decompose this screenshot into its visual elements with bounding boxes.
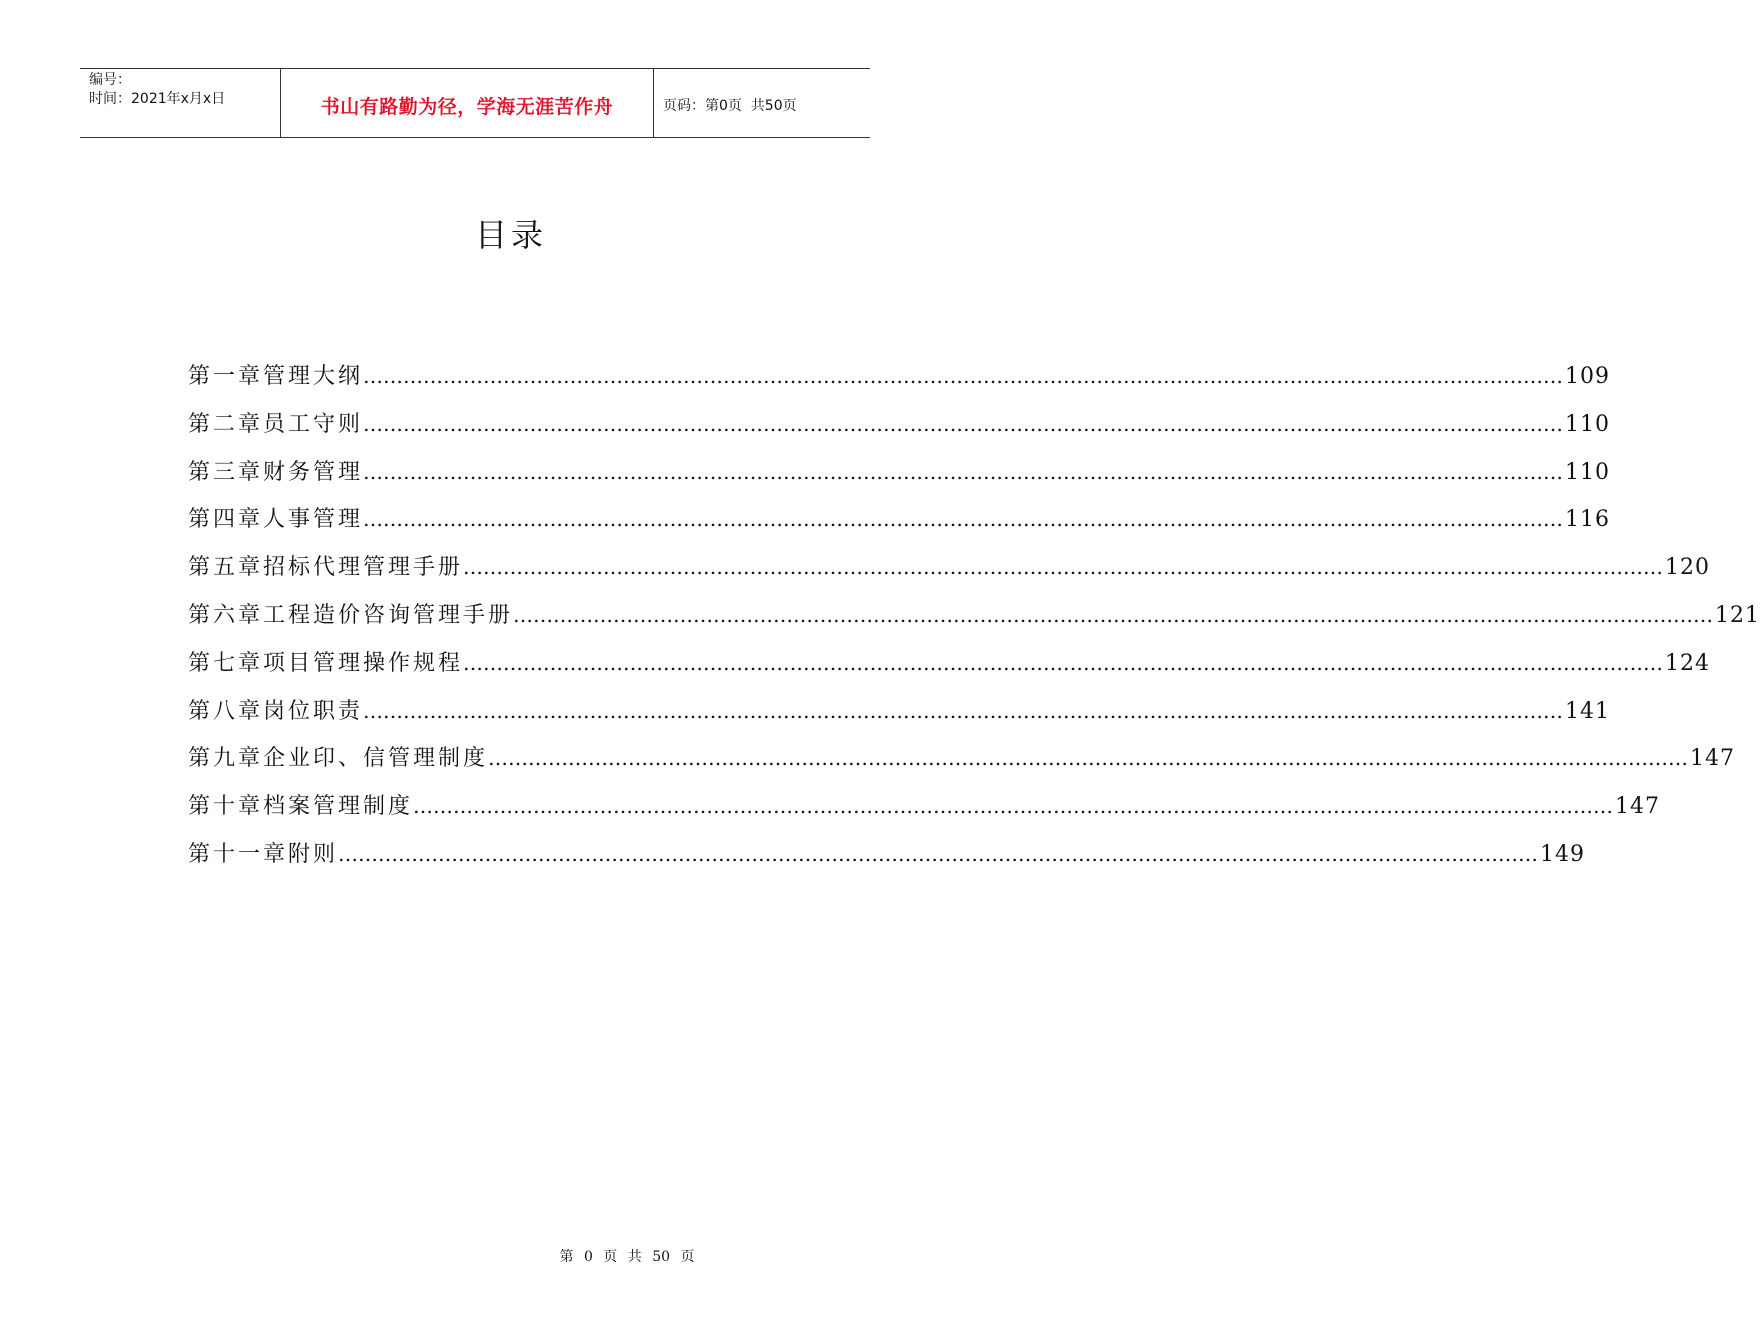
toc-entry[interactable]: [188, 789, 1661, 837]
page-title: 目录: [474, 216, 547, 254]
toc-dot-leader: ………………………………………………………………………………………………………………………………………………………………: [463, 555, 1664, 580]
toc-entry-label: 第六章工程造价咨询管理手册: [188, 602, 514, 628]
toc-entry-label: 第二章员工守则: [188, 411, 364, 437]
document-header: [80, 68, 870, 138]
toc-entry-label: 第十章档案管理制度: [188, 794, 414, 820]
toc-entry-page: 147: [1615, 794, 1661, 820]
toc-dot-leader: ………………………………………………………………………………………………………………………………………………………………: [338, 841, 1539, 866]
toc-dot-leader: ………………………………………………………………………………………………………………………………………………………………: [363, 411, 1564, 436]
toc-entry-page: 149: [1540, 841, 1586, 867]
header-motto-cell: [281, 69, 654, 137]
toc-entry-label: 第四章人事管理: [188, 507, 364, 533]
toc-entry-label: 第八章岗位职责: [188, 698, 364, 724]
toc-entry[interactable]: [188, 550, 1711, 598]
toc-entry[interactable]: [188, 407, 1611, 455]
toc-entry[interactable]: [188, 598, 1760, 646]
toc-entry[interactable]: [188, 455, 1611, 503]
toc-dot-leader: ………………………………………………………………………………………………………………………………………………………………: [363, 507, 1564, 532]
toc-entry-page: 147: [1690, 746, 1736, 772]
toc-dot-leader: ………………………………………………………………………………………………………………………………………………………………: [363, 364, 1564, 388]
toc-entry-page: 124: [1665, 650, 1711, 676]
toc-entry-page: 109: [1565, 364, 1611, 389]
toc-dot-leader: ………………………………………………………………………………………………………………………………………………………………: [413, 794, 1614, 819]
toc-entry-label: 第一章管理大纲: [188, 364, 364, 389]
toc-entry[interactable]: [188, 646, 1711, 694]
toc-entry-label: 第九章企业印、信管理制度: [188, 746, 489, 772]
toc-entry[interactable]: [188, 694, 1611, 742]
toc-entry-label: 第五章招标代理管理手册: [188, 555, 464, 581]
document-number-label: 编号：: [89, 72, 131, 88]
document-time-label: 时间：2021年x月x日: [89, 91, 226, 107]
toc-entry-label: 第十一章附则: [188, 841, 339, 867]
toc-entry[interactable]: [188, 741, 1736, 789]
toc-dot-leader: ………………………………………………………………………………………………………………………………………………………………: [513, 602, 1714, 627]
toc-entry-page: 116: [1565, 507, 1611, 533]
header-motto: 书山有路勤为径，学海无涯苦作舟: [320, 95, 614, 118]
toc-dot-leader: ………………………………………………………………………………………………………………………………………………………………: [363, 459, 1564, 484]
header-page-label: 页码：第0页 共50页: [663, 98, 797, 114]
toc-entry-label: 第七章项目管理操作规程: [188, 650, 464, 676]
table-of-contents: [188, 359, 1760, 885]
toc-entry[interactable]: [188, 837, 1586, 885]
toc-entry-page: 110: [1565, 411, 1611, 437]
toc-entry-page: 120: [1665, 555, 1711, 581]
toc-entry[interactable]: [188, 502, 1611, 550]
toc-entry-page: 121: [1715, 602, 1760, 628]
header-page-cell: [654, 69, 870, 137]
toc-dot-leader: ………………………………………………………………………………………………………………………………………………………………: [363, 698, 1564, 723]
toc-entry[interactable]: [188, 359, 1611, 407]
toc-entry-page: 110: [1565, 459, 1611, 485]
toc-entry-label: 第三章财务管理: [188, 459, 364, 485]
toc-entry-page: 141: [1565, 698, 1611, 724]
toc-dot-leader: ………………………………………………………………………………………………………………………………………………………………: [463, 650, 1664, 675]
header-meta: [80, 69, 281, 137]
toc-dot-leader: ………………………………………………………………………………………………………………………………………………………………: [488, 746, 1689, 771]
page-footer: 第 0 页 共 50 页: [559, 1249, 695, 1265]
